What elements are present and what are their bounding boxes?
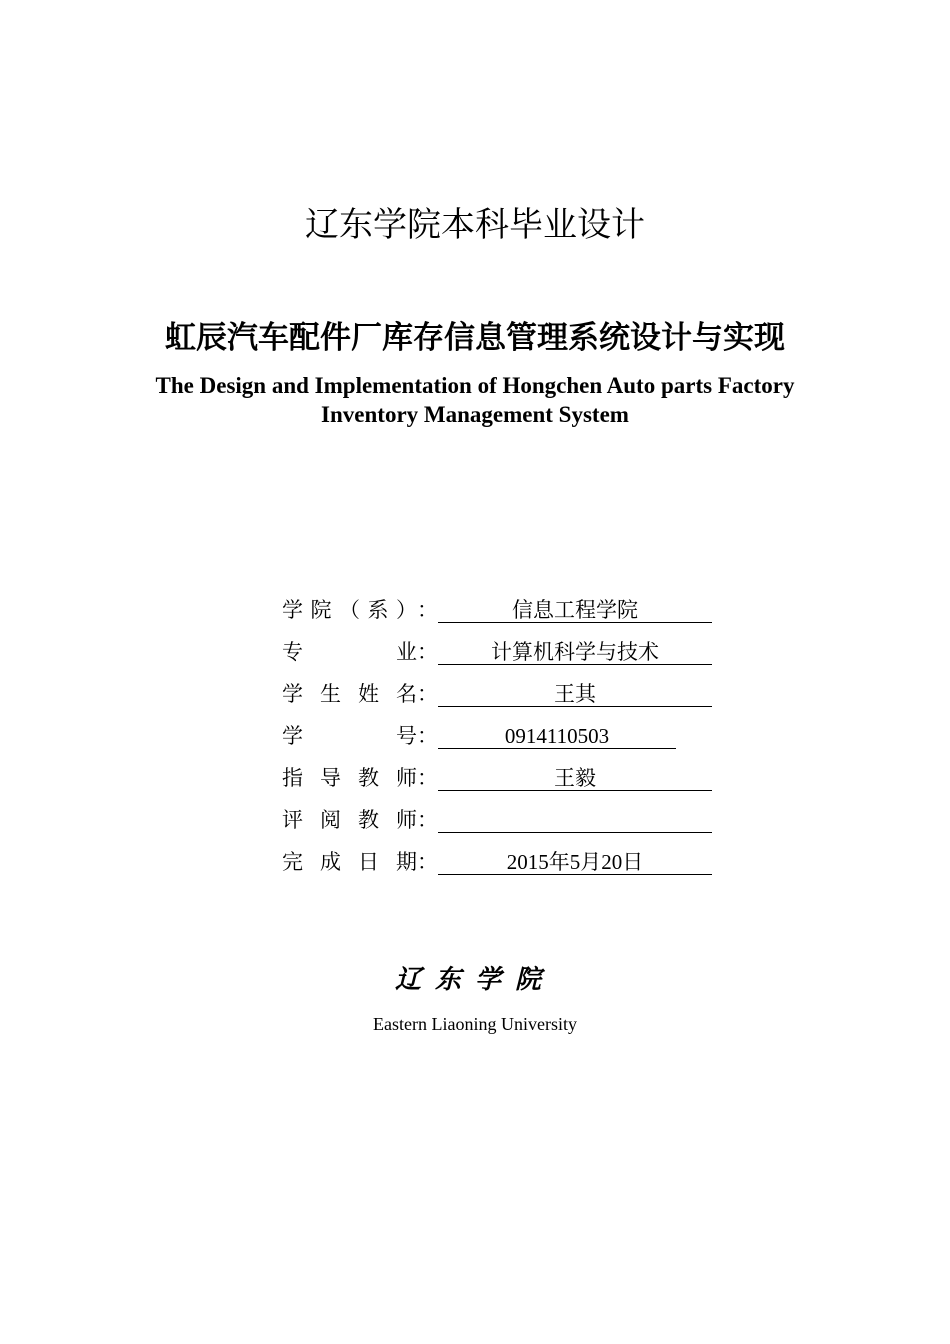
thesis-title-english-line1: The Design and Implementation of Hongchen Auto parts Factory [155, 373, 795, 398]
student-info-block [282, 592, 722, 886]
info-row-reviewer [282, 802, 722, 844]
info-value-major: 计算机科学与技术 [438, 638, 712, 665]
info-row-major [282, 634, 722, 676]
info-colon: ： [417, 682, 438, 706]
info-value-reviewer [438, 806, 712, 833]
info-colon: ： [417, 766, 438, 790]
info-colon: ： [417, 724, 438, 748]
info-value-student-name: 王其 [438, 680, 712, 707]
school-name-english: Eastern Liaoning University [373, 1014, 577, 1034]
thesis-title-chinese: 虹辰汽车配件厂库存信息管理系统设计与实现 [165, 320, 785, 356]
page-heading: 辽东学院本科毕业设计 [305, 205, 645, 245]
info-colon: ： [417, 850, 438, 874]
info-row-completion-date [282, 844, 722, 886]
info-value-advisor: 王毅 [438, 764, 712, 791]
info-label-advisor: 指导教师 [282, 766, 417, 790]
info-row-student-id [282, 718, 722, 760]
info-label-student-id: 学号 [282, 724, 417, 748]
info-colon: ： [417, 808, 438, 832]
info-row-student-name [282, 676, 722, 718]
info-colon: ： [417, 598, 438, 622]
info-row-college [282, 592, 722, 634]
info-label-reviewer: 评阅教师 [282, 808, 417, 832]
info-value-student-id: 0914110503 [438, 722, 676, 749]
info-label-student-name: 学生姓名 [282, 682, 417, 706]
info-row-advisor [282, 760, 722, 802]
thesis-title-english [100, 371, 850, 429]
thesis-title-english-line2: Inventory Management System [321, 402, 629, 427]
info-colon: ： [417, 640, 438, 664]
info-value-completion-date: 2015年5月20日 [438, 848, 712, 875]
info-label-college: 学院（系） [282, 598, 417, 622]
info-value-college: 信息工程学院 [438, 596, 712, 623]
info-label-major: 专业 [282, 640, 417, 664]
school-name-chinese: 辽东学院 [394, 965, 555, 995]
info-label-completion-date: 完成日期 [282, 850, 417, 874]
